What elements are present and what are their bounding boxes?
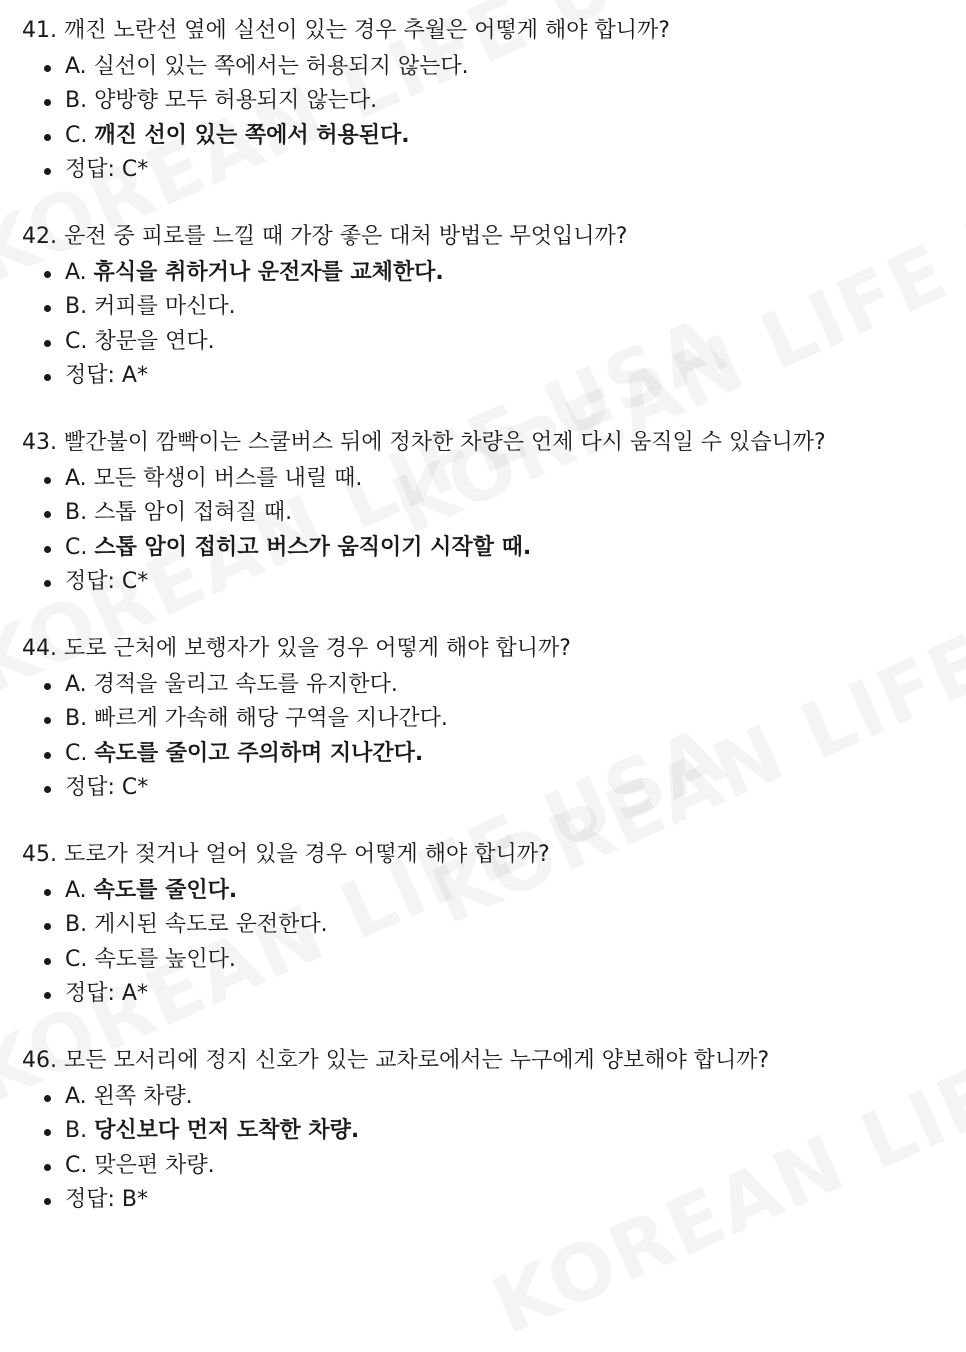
option-c: C. 스톱 암이 접히고 버스가 움직이기 시작할 때.	[22, 531, 952, 565]
question-title: 43. 빨간불이 깜빡이는 스쿨버스 뒤에 정차한 차량은 언제 다시 움직일 수 있습니까?	[22, 430, 826, 455]
question-title: 42. 운전 중 피로를 느낄 때 가장 좋은 대처 방법은 무엇입니까?	[22, 224, 628, 249]
question-45	[22, 840, 952, 1011]
option-list	[22, 874, 952, 1011]
answer: 정답: A*	[22, 359, 952, 393]
option-a: A. 왼쪽 차량.	[22, 1080, 952, 1114]
option-a: A. 실선이 있는 쪽에서는 허용되지 않는다.	[22, 50, 952, 84]
option-list	[22, 462, 952, 599]
question-43	[22, 428, 952, 599]
option-list	[22, 50, 952, 187]
option-a: A. 모든 학생이 버스를 내릴 때.	[22, 462, 952, 496]
option-list	[22, 1080, 952, 1217]
option-list	[22, 256, 952, 393]
question-title: 46. 모든 모서리에 정지 신호가 있는 교차로에서는 누구에게 양보해야 합니까?	[22, 1048, 770, 1073]
option-b: B. 빠르게 가속해 해당 구역을 지나간다.	[22, 702, 952, 736]
option-b: B. 커피를 마신다.	[22, 290, 952, 324]
question-title: 45. 도로가 젖거나 얼어 있을 경우 어떻게 해야 합니까?	[22, 842, 550, 867]
question-41	[22, 16, 952, 187]
option-a: A. 속도를 줄인다.	[22, 874, 952, 908]
question-title: 44. 도로 근처에 보행자가 있을 경우 어떻게 해야 합니까?	[22, 636, 571, 661]
question-44	[22, 634, 952, 805]
option-b: B. 게시된 속도로 운전한다.	[22, 908, 952, 942]
option-c: C. 깨진 선이 있는 쪽에서 허용된다.	[22, 119, 952, 153]
answer: 정답: C*	[22, 771, 952, 805]
option-c: C. 맞은편 차량.	[22, 1149, 952, 1183]
option-a: A. 휴식을 취하거나 운전자를 교체한다.	[22, 256, 952, 290]
question-46	[22, 1046, 952, 1217]
option-c: C. 속도를 높인다.	[22, 943, 952, 977]
option-c: C. 창문을 연다.	[22, 325, 952, 359]
question-42	[22, 222, 952, 393]
answer: 정답: B*	[22, 1183, 952, 1217]
option-b: B. 양방향 모두 허용되지 않는다.	[22, 84, 952, 118]
question-title: 41. 깨진 노란선 옆에 실선이 있는 경우 추월은 어떻게 해야 합니까?	[22, 18, 670, 43]
option-c: C. 속도를 줄이고 주의하며 지나간다.	[22, 737, 952, 771]
option-b: B. 스톱 암이 접혀질 때.	[22, 496, 952, 530]
answer: 정답: C*	[22, 153, 952, 187]
option-b: B. 당신보다 먼저 도착한 차량.	[22, 1114, 952, 1148]
answer: 정답: A*	[22, 977, 952, 1011]
option-a: A. 경적을 울리고 속도를 유지한다.	[22, 668, 952, 702]
answer: 정답: C*	[22, 565, 952, 599]
option-list	[22, 668, 952, 805]
